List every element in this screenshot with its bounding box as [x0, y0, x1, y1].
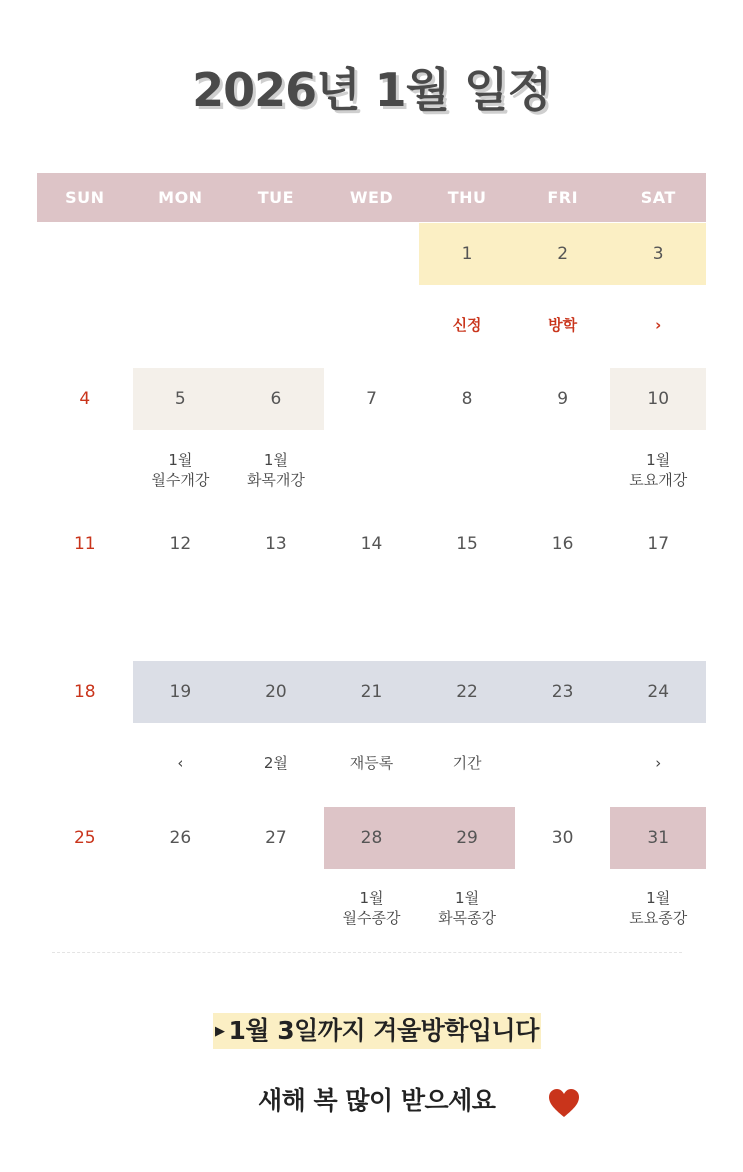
day-cell[interactable]: 2: [557, 244, 569, 264]
weekday-wed: WED: [349, 188, 394, 207]
divider: [52, 952, 682, 953]
day-note: 재등록: [349, 754, 394, 772]
day-cell[interactable]: 4: [79, 389, 91, 409]
day-note: 기간: [452, 754, 482, 772]
day-note: 2월: [263, 754, 288, 772]
day-cell[interactable]: 6: [270, 389, 282, 409]
weekday-thu: THU: [447, 188, 487, 207]
day-cell[interactable]: 17: [647, 534, 670, 554]
day-cell[interactable]: 26: [169, 828, 192, 848]
day-cell[interactable]: 19: [169, 682, 192, 702]
weekday-sun: SUN: [65, 188, 105, 207]
day-cell[interactable]: 30: [551, 828, 574, 848]
day-cell[interactable]: 8: [461, 389, 473, 409]
weekday-header: [37, 173, 706, 222]
day-cell[interactable]: 18: [73, 682, 96, 702]
vacation-notice: [213, 1013, 541, 1049]
day-note: ›: [655, 316, 662, 334]
bullet-arrow-icon: ▶: [215, 1024, 225, 1039]
page-title: 2026년 1월 일정: [192, 63, 551, 117]
weekday-tue: TUE: [257, 188, 295, 207]
day-cell[interactable]: 3: [652, 244, 664, 264]
day-cell[interactable]: 14: [360, 534, 383, 554]
greeting-text: 새해 복 많이 받으세요: [258, 1086, 496, 1115]
day-cell[interactable]: 12: [169, 534, 192, 554]
day-cell[interactable]: 28: [360, 828, 383, 848]
vacation-notice-text: 1월 3일까지 겨울방학입니다: [228, 1016, 539, 1045]
day-cell[interactable]: 24: [647, 682, 670, 702]
day-note: 1월 토요종강: [629, 889, 688, 927]
weekday-mon: MON: [158, 188, 203, 207]
day-cell[interactable]: 1: [461, 244, 473, 264]
day-cell[interactable]: 13: [265, 534, 287, 554]
day-cell[interactable]: 16: [551, 534, 574, 554]
day-cell[interactable]: 25: [73, 828, 96, 848]
day-note: 1월 월수종강: [342, 889, 401, 927]
day-cell[interactable]: 23: [551, 682, 574, 702]
day-note: ‹: [177, 754, 184, 772]
day-cell[interactable]: 22: [456, 682, 478, 702]
day-cell[interactable]: 31: [647, 828, 670, 848]
heart-icon: [547, 1086, 581, 1120]
day-cell[interactable]: 20: [265, 682, 287, 702]
day-note: ›: [655, 754, 662, 772]
day-cell[interactable]: 29: [456, 828, 478, 848]
day-cell[interactable]: 9: [557, 389, 569, 409]
day-cell[interactable]: 15: [456, 534, 478, 554]
day-note: 1월 월수개강: [151, 451, 210, 489]
day-note: 신정: [452, 316, 482, 334]
day-cell[interactable]: 7: [366, 389, 377, 409]
day-note: 방학: [548, 316, 578, 334]
day-cell[interactable]: 27: [265, 828, 287, 848]
weekday-sat: SAT: [640, 188, 676, 207]
day-cell[interactable]: 21: [360, 682, 383, 702]
day-cell[interactable]: 11: [73, 534, 96, 554]
day-cell[interactable]: 5: [174, 389, 186, 409]
day-cell[interactable]: 10: [647, 389, 670, 409]
day-note: 1월 화목종강: [438, 889, 497, 927]
day-note: 1월 토요개강: [629, 451, 688, 489]
weekday-fri: FRI: [547, 188, 579, 207]
day-note: 1월 화목개강: [246, 451, 305, 489]
